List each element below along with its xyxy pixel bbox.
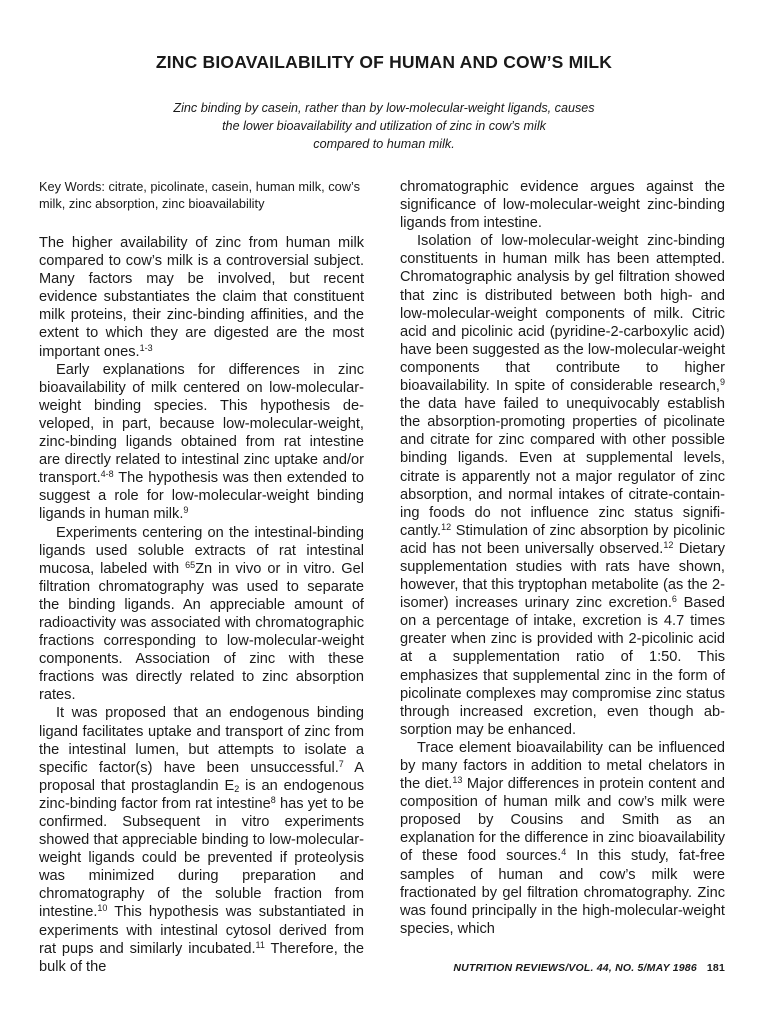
left-column-body xyxy=(39,234,364,976)
body-paragraph: Early explanations for differences in zinc bioavailability of milk centered on low-molecular-weight binding species. This hypothesis developed, in part, because low-molecular-weight, zinc-binding ligands obtained from rat intestine are directly related to intestinal zinc uptake and/or transport.$^{4-8}$ The hypothesis was then extended to suggest a role for low-molecular-weight binding ligands in human milk.$^9$ xyxy=(39,361,364,523)
citation-superscript: 7 xyxy=(338,758,344,769)
right-column-body xyxy=(400,178,725,938)
citation-superscript: 11 xyxy=(255,939,265,950)
citation-superscript: 12 xyxy=(663,539,674,550)
subtitle-line: Zinc binding by casein, rather than by low-molecular-weight ligands, causes xyxy=(173,101,595,115)
body-paragraph: The higher availability of zinc from human milk compared to cow’s milk is a controversial subject. Many factors may be involved, but recent evidence substantiates the claim that constituent milk proteins, their zinc-binding affinities, and the extent to which they are digested are the most important ones.$^{1-3}$ xyxy=(39,235,364,360)
journal-citation: NUTRITION REVIEWS/VOL. 44, NO. 5/MAY 1986 xyxy=(453,962,697,974)
keywords: Key Words: citrate, picolinate, casein, human milk, cow’s milk, zinc absorption, zinc bioavailability xyxy=(39,179,361,211)
citation-superscript: 4 xyxy=(561,847,567,858)
citation-superscript: 13 xyxy=(452,775,463,786)
citation-superscript: 65 xyxy=(185,559,196,570)
citation-superscript: 8 xyxy=(270,794,276,805)
subtitle-line: the lower bioavailability and utilization of zinc in cow’s milk xyxy=(222,119,546,133)
body-paragraph: chromatographic evidence argues against the significance of low-molecular-weight zinc-binding ligands from intestine. xyxy=(400,179,725,232)
citation-superscript: 6 xyxy=(671,594,677,605)
citation-superscript: 1-3 xyxy=(139,342,153,353)
article-subtitle xyxy=(130,99,638,153)
left-column xyxy=(39,178,364,976)
body-paragraph: Experiments centering on the intestinal-binding ligands used soluble extracts of rat intestinal mucosa, labeled with $^{65}$Zn in vivo or in vitro. Gel filtration chromatography was used to separate the binding ligands. An appreciable amount of radioactivity was associated with chromatographic fractions corresponding to low-molecular-weight components. Association of zinc with these fractions was directly related to zinc absorption rates. xyxy=(39,524,364,704)
right-column xyxy=(400,178,725,938)
citation-superscript: 10 xyxy=(97,903,108,914)
body-paragraph: It was proposed that an endogenous binding ligand facilitates uptake and transport of zinc from the intestinal lumen, but attempts to isolate a specific factor(s) have been unsuccessful.$^7$ A proposal that prostaglandin $E_2$ is an endogenous zinc-binding factor from rat intestine$^8$ has yet to be confirmed. Subsequent in vitro experiments showed that appreciable binding to low-molecular-weight ligands could be prevented if proteolysis was minimized during preparation and chromatography of the soluble fraction from intestine.$^{10}$ This hypothesis was substantiated in experiments with intestinal cytosol derived from rat pups and similarly incubated.$^{11}$ Therefore, the bulk of the xyxy=(39,705,364,975)
page-number: 181 xyxy=(706,962,725,974)
subtitle-line: compared to human milk. xyxy=(313,137,455,151)
body-paragraph: Isolation of low-molecular-weight zinc-binding constituents in human milk has been attempted. Chromatographic analysis by gel filtration showed that zinc is distributed between both high- and low-molecular-weight components of milk. Citric acid and picolinic acid (pyridine-2-carboxylic acid) have been suggested as the low-molecular-weight components that contribute to higher bioavailability. In spite of considerable research,$^9$ the data have failed to unequivocably establish the absorption-promoting properties of picolinate and citrate for zinc compared with other possible binding ligands. Even at supplemental levels, citrate is apparently not a major regulator of zinc absorption, and normal intakes of citrate-containing foods do not influence zinc status significantly.$^{12}$ Stimulation of zinc absorption by picolinic acid has not been universally observed.$^{12}$ Dietary supplementation studies with rats have shown, however, that this tryptophan metabolite (as the 2-isomer) increases urinary zinc excretion.$^6$ Based on a percentage of intake, excretion is 4.7 times greater when zinc is provided with 2-picolinic acid at a supplementation ratio of 1:50. This emphasizes that supplemental zinc in the form of picolinate complexes may compromise zinc status through increased excretion, even though absorption may be enhanced. xyxy=(400,233,726,738)
subscript: 2 xyxy=(234,783,240,794)
page-footer xyxy=(453,962,725,974)
citation-superscript: 9 xyxy=(183,505,189,516)
citation-superscript: 4-8 xyxy=(100,469,114,480)
citation-superscript: 9 xyxy=(719,377,725,388)
article-title: ZINC BIOAVAILABILITY OF HUMAN AND COW’S MILK xyxy=(155,52,613,72)
body-paragraph: Trace element bioavailability can be influenced by many factors in addition to metal chelators in the diet.$^{13}$ Major differences in protein content and composition of human milk and cow’s milk were proposed by Cousins and Smith as an explanation for the difference in zinc bioavailability of these food sources.$^4$ In this study, fat-free samples of human and cow’s milk were fractionated by gel filtration chromatography. Zinc was found principally in the high-molecular-weight species, which xyxy=(400,739,726,937)
citation-superscript: 12 xyxy=(441,521,452,532)
